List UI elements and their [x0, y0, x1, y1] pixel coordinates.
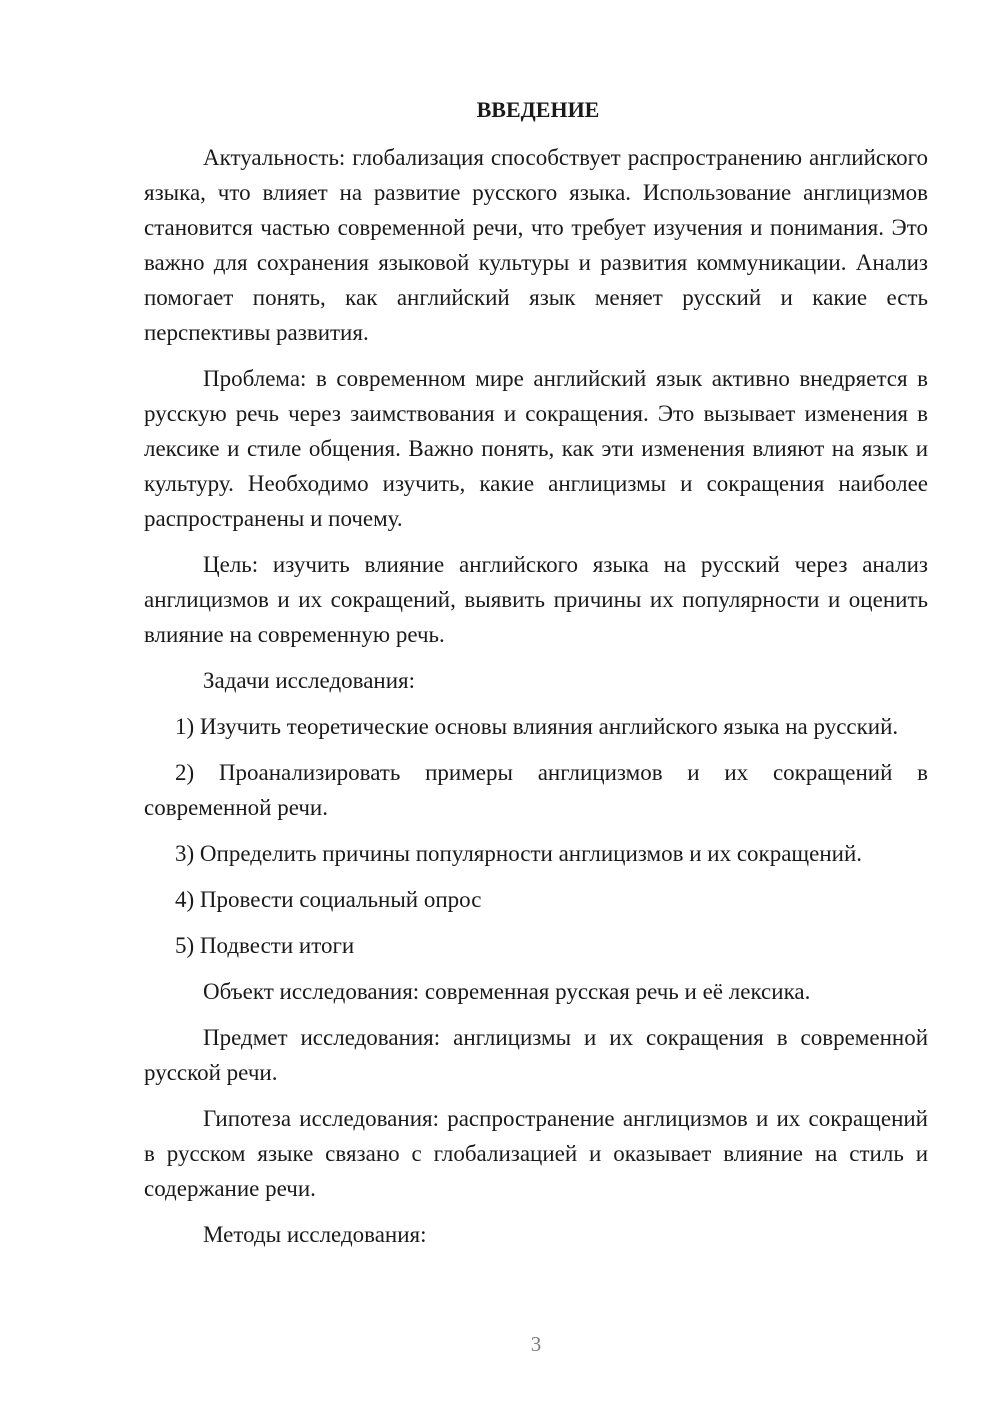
section-title: ВВЕДЕНИЕ [476, 97, 600, 122]
methods-heading: Методы исследования: [203, 1222, 427, 1247]
task-item-3: 3) Определить причины популярности англицизмов и их сокращений. [175, 841, 863, 866]
page-content [144, 92, 928, 1263]
task-item-2: 2) Проанализировать примеры англицизмов и их сокращений в современной речи. [144, 760, 928, 820]
page-number: 3 [530, 1332, 542, 1356]
goal-paragraph: Цель: изучить влияние английского языка на русский через анализ англицизмов и их сокращений, выявить причины их популярности и оценить влияние на современную речь. [144, 552, 928, 647]
hypothesis-paragraph: Гипотеза исследования: распространение англицизмов и их сокращений в русском языке связано с глобализацией и оказывает влияние на стиль и содержание речи. [144, 1106, 928, 1201]
problem-paragraph: Проблема: в современном мире английский язык активно внедряется в русскую речь через заимствования и сокращения. Это вызывает изменения в лексике и стиле общения. Важно понять, как эти изменения влияют на язык и культуру. Необходимо изучить, какие англицизмы и сокращения наиболее распространены и почему. [144, 366, 928, 531]
task-item-1: 1) Изучить теоретические основы влияния английского языка на русский. [175, 714, 899, 739]
tasks-heading: Задачи исследования: [203, 668, 416, 693]
task-item-4: 4) Провести социальный опрос [175, 887, 482, 912]
subject-paragraph: Предмет исследования: англицизмы и их сокращения в современной русской речи. [144, 1025, 928, 1085]
object-paragraph: Объект исследования: современная русская речь и её лексика. [203, 979, 811, 1004]
relevance-paragraph: Актуальность: глобализация способствует распространению английского языка, что влияет на развитие русского языка. Использование англицизмов становится частью современной речи, что требует изучения и понимания. Это важно для сохранения языковой культуры и развития коммуникации. Анализ помогает понять, как английский язык меняет русский и какие есть перспективы развития. [144, 145, 928, 345]
task-item-5: 5) Подвести итоги [175, 933, 355, 958]
